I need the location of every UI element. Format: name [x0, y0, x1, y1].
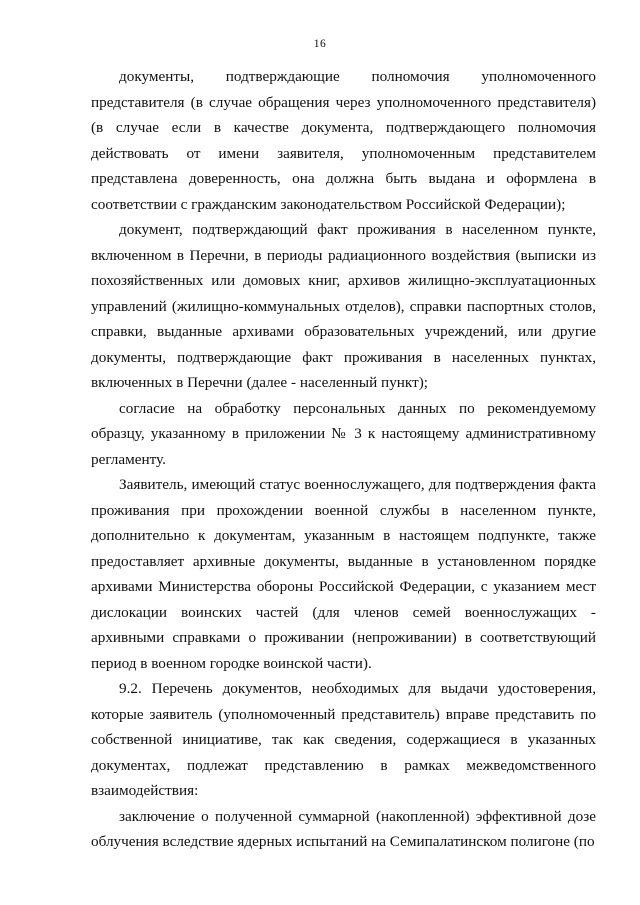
- paragraph-military-applicant: Заявитель, имеющий статус военнослужащего, для подтверждения факта проживания при прохождении военной службы в населенном пункте, дополнительно к документам, указанным в настоящем подпункте, также предоставляет архивные документы, выданные в установленном порядке архивами Министерства обороны Российской Федерации, с указанием мест дислокации воинских частей (для членов семей военнослужащих - архивными справками о проживании (непроживании) в соответствующий период в военном городке воинской части).: [91, 476, 596, 672]
- paragraph-authority-documents: документы, подтверждающие полномочия уполномоченного представителя (в случае обращения через уполномоченного представителя) (в случае если в качестве документа, подтверждающего полномочия действовать от имени заявителя, уполномоченным представителем представлена доверенность, она должна быть выдана и оформлена в соответствии с гражданским законодательством Российской Федерации);: [91, 68, 596, 213]
- paragraph-9-2-optional-documents: 9.2. Перечень документов, необходимых для выдачи удостоверения, которые заявитель (уполномоченный представитель) вправе представить по собственной инициативе, так как сведения, содержащиеся в указанных документах, подлежат представлению в рамках межведомственного взаимодействия:: [91, 680, 596, 799]
- document-body: [91, 64, 596, 855]
- paragraph-personal-data-consent: согласие на обработку персональных данных по рекомендуемому образцу, указанному в приложении № 3 к настоящему административному регламенту.: [91, 399, 596, 468]
- paragraph-residence-proof: документ, подтверждающий факт проживания в населенном пункте, включенном в Перечни, в периоды радиационного воздействия (выписки из похозяйственных или домовых книг, архивов жилищно-эксплуатационных управлений (жилищно-коммунальных отделов), справки паспортных столов, справки, выданные архивами образовательных учреждений, или другие документы, подтверждающие факт проживания в населенных пунктах, включенных в Перечни (далее - населенный пункт);: [91, 221, 596, 391]
- page-number: 16: [313, 38, 327, 50]
- paragraph-dose-conclusion: заключение о полученной суммарной (накопленной) эффективной дозе облучения вследствие ядерных испытаний на Семипалатинском полигоне (по: [91, 807, 596, 850]
